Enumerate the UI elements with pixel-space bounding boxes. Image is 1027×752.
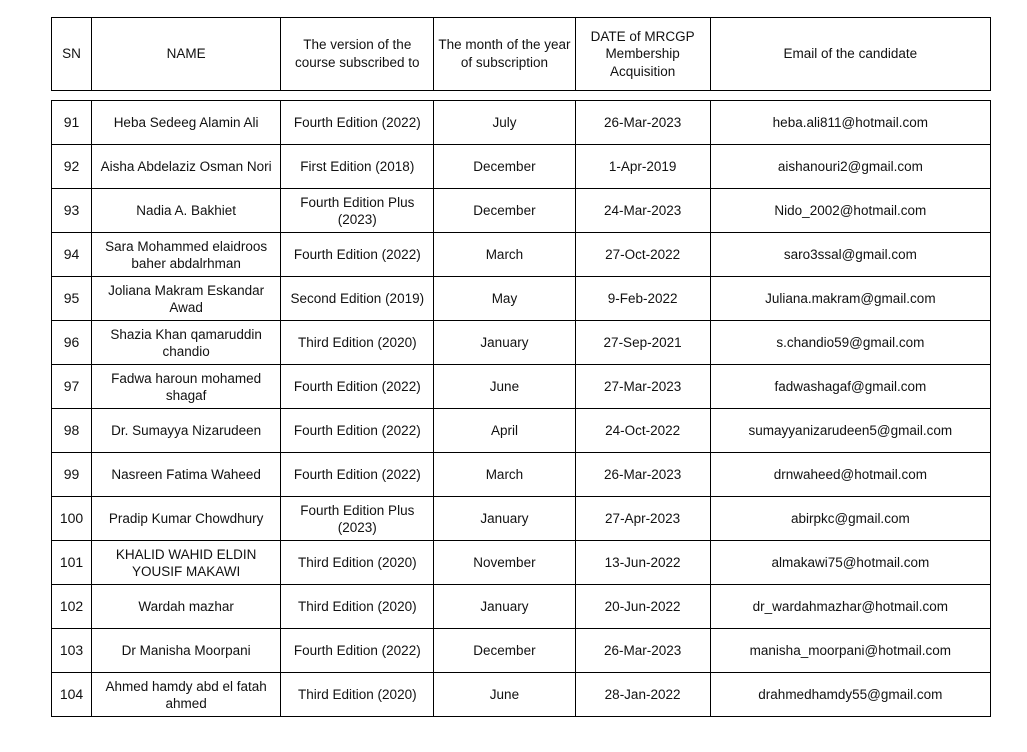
cell-month: March [434, 453, 575, 497]
table-row [52, 365, 991, 409]
cell-version: Third Edition (2020) [281, 321, 434, 365]
table-row [52, 541, 991, 585]
cell-version: Third Edition (2020) [281, 585, 434, 629]
cell-version: Fourth Edition (2022) [281, 629, 434, 673]
candidates-table-body [52, 101, 991, 717]
candidates-table [51, 100, 991, 717]
cell-sn: 96 [52, 321, 92, 365]
cell-date: 26-Mar-2023 [575, 629, 710, 673]
column-header-email: Email of the candidate [710, 18, 990, 91]
cell-month: June [434, 365, 575, 409]
cell-email: drahmedhamdy55@gmail.com [710, 673, 990, 717]
cell-version: Fourth Edition Plus (2023) [281, 497, 434, 541]
cell-name: Fadwa haroun mohamed shagaf [92, 365, 281, 409]
cell-version: Fourth Edition (2022) [281, 233, 434, 277]
cell-email: heba.ali811@hotmail.com [710, 101, 990, 145]
cell-month: December [434, 629, 575, 673]
cell-version: Fourth Edition (2022) [281, 453, 434, 497]
cell-version: Second Edition (2019) [281, 277, 434, 321]
cell-name: Sara Mohammed elaidroos baher abdalrhman [92, 233, 281, 277]
cell-email: sumayyanizarudeen5@gmail.com [710, 409, 990, 453]
cell-sn: 103 [52, 629, 92, 673]
cell-date: 24-Oct-2022 [575, 409, 710, 453]
cell-sn: 97 [52, 365, 92, 409]
cell-version: Third Edition (2020) [281, 541, 434, 585]
cell-date: 28-Jan-2022 [575, 673, 710, 717]
cell-email: abirpkc@gmail.com [710, 497, 990, 541]
cell-month: May [434, 277, 575, 321]
table-row [52, 101, 991, 145]
cell-month: June [434, 673, 575, 717]
cell-date: 1-Apr-2019 [575, 145, 710, 189]
cell-email: dr_wardahmazhar@hotmail.com [710, 585, 990, 629]
cell-month: January [434, 585, 575, 629]
cell-email: s.chandio59@gmail.com [710, 321, 990, 365]
cell-sn: 104 [52, 673, 92, 717]
cell-date: 9-Feb-2022 [575, 277, 710, 321]
cell-date: 27-Sep-2021 [575, 321, 710, 365]
table-row [52, 189, 991, 233]
cell-name: Pradip Kumar Chowdhury [92, 497, 281, 541]
cell-name: Joliana Makram Eskandar Awad [92, 277, 281, 321]
cell-version: Fourth Edition Plus (2023) [281, 189, 434, 233]
cell-name: Nadia A. Bakhiet [92, 189, 281, 233]
cell-sn: 99 [52, 453, 92, 497]
cell-name: Dr Manisha Moorpani [92, 629, 281, 673]
table-row [52, 277, 991, 321]
cell-name: Dr. Sumayya Nizarudeen [92, 409, 281, 453]
cell-email: aishanouri2@gmail.com [710, 145, 990, 189]
cell-name: Shazia Khan qamaruddin chandio [92, 321, 281, 365]
cell-sn: 101 [52, 541, 92, 585]
cell-name: Heba Sedeeg Alamin Ali [92, 101, 281, 145]
table-row [52, 629, 991, 673]
cell-month: December [434, 189, 575, 233]
column-header-version: The version of the course subscribed to [281, 18, 434, 91]
table-row [52, 497, 991, 541]
cell-date: 27-Oct-2022 [575, 233, 710, 277]
cell-sn: 98 [52, 409, 92, 453]
table-row [52, 673, 991, 717]
cell-month: July [434, 101, 575, 145]
cell-month: November [434, 541, 575, 585]
cell-date: 26-Mar-2023 [575, 453, 710, 497]
cell-month: March [434, 233, 575, 277]
table-header-block [51, 17, 991, 91]
cell-name: Wardah mazhar [92, 585, 281, 629]
cell-sn: 102 [52, 585, 92, 629]
cell-month: January [434, 497, 575, 541]
cell-email: saro3ssal@gmail.com [710, 233, 990, 277]
cell-date: 13-Jun-2022 [575, 541, 710, 585]
cell-month: December [434, 145, 575, 189]
cell-name: Aisha Abdelaziz Osman Nori [92, 145, 281, 189]
cell-email: fadwashagaf@gmail.com [710, 365, 990, 409]
cell-sn: 92 [52, 145, 92, 189]
column-header-sn: SN [52, 18, 92, 91]
cell-date: 20-Jun-2022 [575, 585, 710, 629]
table-row [52, 321, 991, 365]
cell-date: 27-Apr-2023 [575, 497, 710, 541]
column-header-date: DATE of MRCGP Membership Acquisition [575, 18, 710, 91]
column-header-name: NAME [92, 18, 281, 91]
cell-email: drnwaheed@hotmail.com [710, 453, 990, 497]
cell-email: Nido_2002@hotmail.com [710, 189, 990, 233]
cell-version: Fourth Edition (2022) [281, 101, 434, 145]
cell-version: First Edition (2018) [281, 145, 434, 189]
table-row [52, 453, 991, 497]
table-row [52, 233, 991, 277]
cell-sn: 95 [52, 277, 92, 321]
column-header-month: The month of the year of subscription [434, 18, 575, 91]
cell-name: Ahmed hamdy abd el fatah ahmed [92, 673, 281, 717]
cell-email: almakawi75@hotmail.com [710, 541, 990, 585]
cell-sn: 91 [52, 101, 92, 145]
table-row [52, 585, 991, 629]
cell-version: Fourth Edition (2022) [281, 365, 434, 409]
cell-month: April [434, 409, 575, 453]
cell-name: Nasreen Fatima Waheed [92, 453, 281, 497]
cell-sn: 100 [52, 497, 92, 541]
cell-email: manisha_moorpani@hotmail.com [710, 629, 990, 673]
cell-date: 24-Mar-2023 [575, 189, 710, 233]
cell-name: KHALID WAHID ELDIN YOUSIF MAKAWI [92, 541, 281, 585]
cell-sn: 94 [52, 233, 92, 277]
cell-date: 27-Mar-2023 [575, 365, 710, 409]
cell-email: Juliana.makram@gmail.com [710, 277, 990, 321]
cell-version: Fourth Edition (2022) [281, 409, 434, 453]
cell-sn: 93 [52, 189, 92, 233]
cell-month: January [434, 321, 575, 365]
cell-date: 26-Mar-2023 [575, 101, 710, 145]
cell-version: Third Edition (2020) [281, 673, 434, 717]
table-row [52, 409, 991, 453]
table-row [52, 145, 991, 189]
table-header-row [52, 18, 991, 91]
